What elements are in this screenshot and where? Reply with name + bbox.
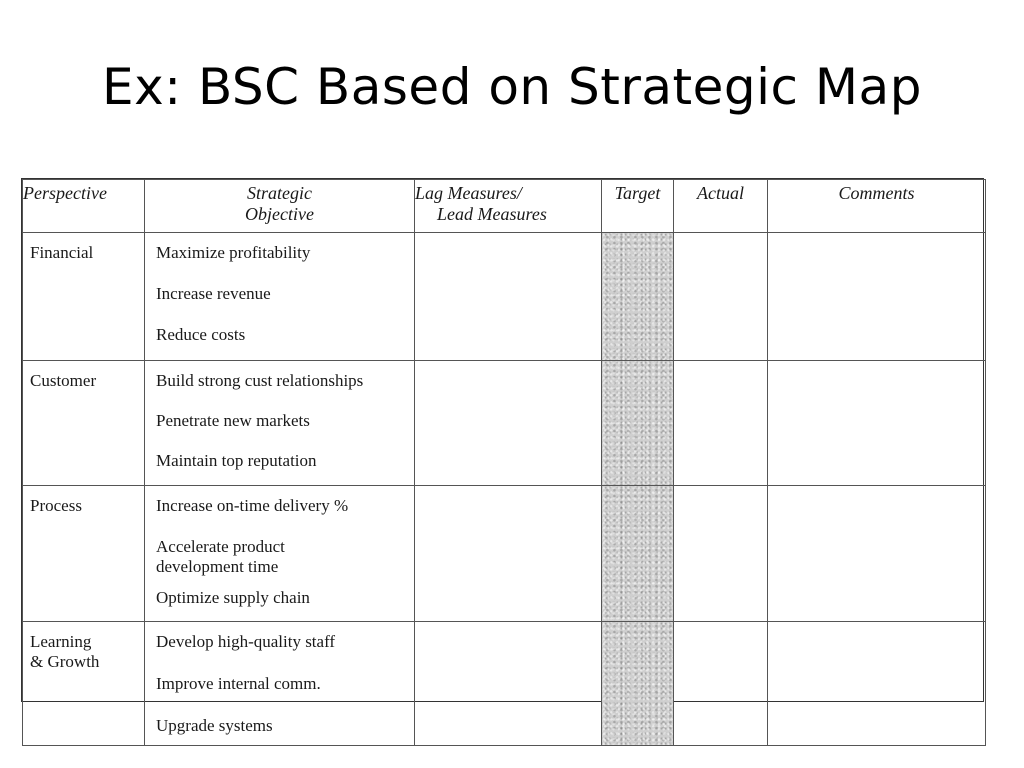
header-objective-line1: Strategic (247, 183, 312, 203)
header-row (23, 180, 986, 233)
measures-cell (415, 486, 602, 622)
header-lag-line1: Lag Measures/ (415, 183, 522, 203)
objective-item: Develop high-quality staff (156, 632, 336, 651)
measures-cell (415, 233, 602, 361)
header-objective-line2: Objective (245, 204, 314, 224)
objective-item: Penetrate new markets (156, 411, 310, 430)
bsc-table (22, 179, 986, 746)
comments-cell (768, 361, 986, 486)
objective-item: Build strong cust relationships (156, 371, 364, 390)
objective-item: Accelerate product (156, 537, 285, 556)
slide-title: Ex: BSC Based on Strategic Map (102, 58, 922, 116)
objectives-cell (145, 233, 415, 361)
perspective-cell (23, 622, 145, 746)
perspective-cell: Process (23, 486, 145, 622)
header-perspective: Perspective (23, 180, 145, 233)
objective-item: Optimize supply chain (156, 588, 310, 607)
objective-item: development time (156, 557, 279, 576)
actual-cell (674, 486, 768, 622)
objectives-cell (145, 486, 415, 622)
actual-cell (674, 361, 768, 486)
header-lag-line2: Lead Measures (437, 204, 547, 224)
actual-cell (674, 622, 768, 746)
objective-item: Improve internal comm. (156, 674, 321, 693)
target-cell (602, 233, 674, 361)
objectives-cell (145, 361, 415, 486)
measures-cell (415, 622, 602, 746)
header-lag-lead-measures (415, 180, 602, 233)
table-row-process (23, 486, 986, 622)
objective-item: Increase on-time delivery % (156, 496, 349, 515)
objective-item: Reduce costs (156, 325, 246, 344)
objective-item: Maximize profitability (156, 243, 311, 262)
perspective-line1: Learning (30, 632, 92, 651)
perspective-cell: Customer (23, 361, 145, 486)
table-row-learning-growth (23, 622, 986, 746)
measures-cell (415, 361, 602, 486)
perspective-line2: & Growth (30, 652, 100, 671)
bsc-table-image (21, 178, 984, 735)
target-cell (602, 361, 674, 486)
target-cell (602, 486, 674, 622)
target-cell (602, 622, 674, 746)
objectives-cell (145, 622, 415, 746)
objective-item: Increase revenue (156, 284, 271, 303)
table-row-financial (23, 233, 986, 361)
objective-item: Upgrade systems (156, 716, 273, 735)
table-row-customer (23, 361, 986, 486)
header-actual: Actual (674, 180, 768, 233)
comments-cell (768, 233, 986, 361)
header-comments: Comments (768, 180, 986, 233)
actual-cell (674, 233, 768, 361)
header-target: Target (602, 180, 674, 233)
comments-cell (768, 622, 986, 746)
header-strategic-objective (145, 180, 415, 233)
comments-cell (768, 486, 986, 622)
perspective-cell: Financial (23, 233, 145, 361)
objective-item: Maintain top reputation (156, 451, 317, 470)
